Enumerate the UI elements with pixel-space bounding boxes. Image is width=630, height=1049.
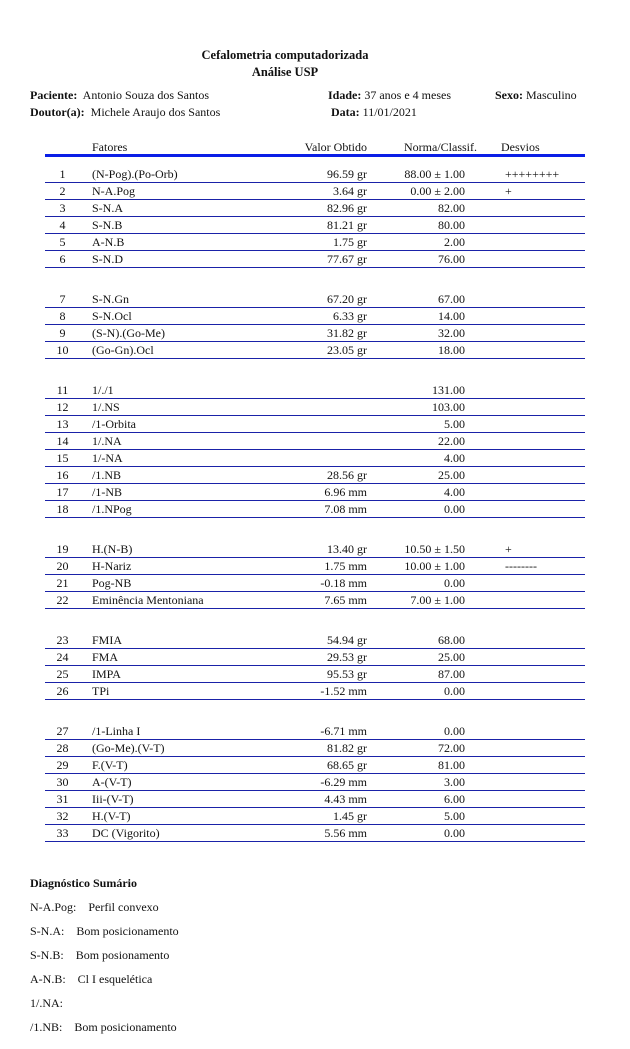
col-header-value: Valor Obtido [304, 140, 367, 154]
table-row [45, 467, 585, 484]
row-number: 1 [59, 167, 66, 181]
norm-value: 0.00 [444, 724, 465, 738]
norm-value: 0.00 [444, 576, 465, 590]
row-number: 20 [56, 559, 69, 573]
row-number: 10 [56, 343, 69, 357]
row-number: 7 [59, 292, 66, 306]
table-row [45, 217, 585, 234]
measured-value: 81.82 gr [327, 741, 367, 755]
table-row [45, 501, 585, 518]
measured-value: 7.08 mm [324, 502, 367, 516]
table-row [45, 723, 585, 740]
norm-value: 18.00 [438, 343, 465, 357]
norm-value: 103.00 [432, 400, 465, 414]
factor-name: FMIA [92, 633, 123, 647]
measured-value: 81.21 gr [327, 218, 367, 232]
col-header-factor: Fatores [92, 140, 128, 154]
norm-value: 7.00 ± 1.00 [410, 593, 465, 607]
measured-value: -6.29 mm [320, 775, 367, 789]
table-row [45, 308, 585, 325]
norm-value: 81.00 [438, 758, 465, 772]
measured-value: 23.05 gr [327, 343, 367, 357]
row-number: 19 [56, 542, 69, 556]
factor-name: A-(V-T) [92, 775, 132, 789]
doctor-info: Doutor(a): Michele Araujo dos Santos [30, 105, 221, 119]
norm-value: 5.00 [444, 809, 465, 823]
row-number: 3 [59, 201, 66, 215]
norm-value: 6.00 [444, 792, 465, 806]
row-number: 26 [56, 684, 69, 698]
table-row [45, 666, 585, 683]
row-number: 29 [56, 758, 69, 772]
diagnosis-result: Bom posicionamento [74, 1020, 177, 1034]
factor-name: (Go-Me).(V-T) [92, 741, 165, 755]
factor-name: H.(N-B) [92, 542, 133, 556]
row-number: 16 [56, 468, 69, 482]
norm-value: 68.00 [438, 633, 465, 647]
norm-value: 72.00 [438, 741, 465, 755]
diagnosis-factor: A-N.B: [30, 972, 66, 986]
row-number: 31 [56, 792, 69, 806]
date-info: Data: 11/01/2021 [331, 105, 417, 119]
row-number: 23 [56, 633, 69, 647]
measured-value: 29.53 gr [327, 650, 367, 664]
factor-name: S-N.Ocl [92, 309, 132, 323]
measured-value: 5.56 mm [324, 826, 367, 840]
factor-name: H.(V-T) [92, 809, 131, 823]
measured-value: 6.96 mm [324, 485, 367, 499]
table-row [45, 484, 585, 501]
norm-value: 67.00 [438, 292, 465, 306]
row-number: 12 [56, 400, 69, 414]
factor-name: N-A.Pog [92, 184, 136, 198]
norm-value: 0.00 [444, 826, 465, 840]
factor-name: F.(V-T) [92, 758, 128, 772]
factor-name: Eminência Mentoniana [92, 593, 204, 607]
norm-value: 4.00 [444, 451, 465, 465]
diagnosis-result: Bom posicionamento [76, 924, 179, 938]
measured-value: 31.82 gr [327, 326, 367, 340]
table-row [45, 791, 585, 808]
factor-group [45, 382, 585, 518]
table-row [45, 683, 585, 700]
deviation-marks: + [505, 542, 512, 556]
table-row [45, 632, 585, 649]
diagnosis-item [30, 1020, 177, 1035]
table-row [45, 325, 585, 342]
table-row [45, 342, 585, 359]
table-row [45, 416, 585, 433]
row-number: 2 [59, 184, 66, 198]
row-number: 28 [56, 741, 69, 755]
measured-value: 7.65 mm [324, 593, 367, 607]
factor-name: 1/./1 [92, 383, 114, 397]
measured-value: 77.67 gr [327, 252, 367, 266]
norm-value: 32.00 [438, 326, 465, 340]
factor-name: S-N.B [92, 218, 123, 232]
diagnosis-item [30, 900, 159, 915]
table-row [45, 825, 585, 842]
measured-value: 67.20 gr [327, 292, 367, 306]
table-row [45, 166, 585, 183]
row-number: 6 [59, 252, 66, 266]
table-row [45, 251, 585, 268]
row-number: 14 [56, 434, 69, 448]
norm-value: 80.00 [438, 218, 465, 232]
measured-value: 1.75 mm [324, 559, 367, 573]
measured-value: 6.33 gr [333, 309, 367, 323]
deviation-marks: ++++++++ [505, 167, 560, 181]
factor-name: Pog-NB [92, 576, 132, 590]
row-number: 33 [56, 826, 69, 840]
factor-name: DC (Vigorito) [92, 826, 160, 840]
row-number: 22 [56, 593, 69, 607]
norm-value: 88.00 ± 1.00 [404, 167, 465, 181]
factor-name: /1.NPog [92, 502, 132, 516]
measured-value: 28.56 gr [327, 468, 367, 482]
table-row [45, 183, 585, 200]
norm-value: 76.00 [438, 252, 465, 266]
measured-value: 4.43 mm [324, 792, 367, 806]
diagnosis-item [30, 996, 75, 1011]
sex-info: Sexo: Masculino [495, 88, 577, 102]
factor-name: Iii-(V-T) [92, 792, 134, 806]
factor-name: /1-NB [92, 485, 122, 499]
factor-name: (Go-Gn).Ocl [92, 343, 154, 357]
age-info: Idade: 37 anos e 4 meses [328, 88, 451, 102]
norm-value: 22.00 [438, 434, 465, 448]
table-row [45, 592, 585, 609]
measured-value: 82.96 gr [327, 201, 367, 215]
table-row [45, 200, 585, 217]
norm-value: 25.00 [438, 650, 465, 664]
factor-group [45, 166, 585, 268]
factor-name: (S-N).(Go-Me) [92, 326, 165, 340]
diagnosis-result: Cl I esquelética [77, 972, 153, 986]
factor-group [45, 723, 585, 842]
factor-group [45, 632, 585, 700]
measured-value: 13.40 gr [327, 542, 367, 556]
table-row [45, 740, 585, 757]
factor-name: IMPA [92, 667, 121, 681]
measured-value: 1.45 gr [333, 809, 367, 823]
table-row [45, 774, 585, 791]
row-number: 18 [56, 502, 69, 516]
diagnosis-factor: S-N.A: [30, 924, 65, 938]
norm-value: 0.00 [444, 684, 465, 698]
measured-value: 68.65 gr [327, 758, 367, 772]
table-row [45, 382, 585, 399]
table-row [45, 399, 585, 416]
row-number: 24 [56, 650, 69, 664]
measured-value: -0.18 mm [320, 576, 367, 590]
measured-value: 95.53 gr [327, 667, 367, 681]
diagnosis-item [30, 948, 169, 963]
norm-value: 0.00 [444, 502, 465, 516]
row-number: 15 [56, 451, 69, 465]
diagnosis-factor: N-A.Pog: [30, 900, 77, 914]
deviation-marks: -------- [505, 559, 537, 573]
diagnosis-factor: /1.NB: [30, 1020, 63, 1034]
deviation-marks: + [505, 184, 512, 198]
row-number: 8 [59, 309, 66, 323]
measured-value: -6.71 mm [320, 724, 367, 738]
factor-name: 1/.NA [92, 434, 122, 448]
report-subtitle: Análise USP [251, 65, 319, 79]
norm-value: 10.50 ± 1.50 [404, 542, 465, 556]
table-row [45, 558, 585, 575]
table-row [45, 808, 585, 825]
table-row [45, 433, 585, 450]
factor-name: TPi [92, 684, 110, 698]
norm-value: 25.00 [438, 468, 465, 482]
table-row [45, 541, 585, 558]
norm-value: 2.00 [444, 235, 465, 249]
norm-value: 14.00 [438, 309, 465, 323]
factor-group [45, 291, 585, 359]
measured-value: 1.75 gr [333, 235, 367, 249]
col-header-deviation: Desvios [501, 140, 540, 154]
factor-name: A-N.B [92, 235, 125, 249]
factor-name: /1-Orbita [92, 417, 136, 431]
row-number: 32 [56, 809, 69, 823]
norm-value: 131.00 [432, 383, 465, 397]
row-number: 9 [59, 326, 66, 340]
norm-value: 82.00 [438, 201, 465, 215]
measured-value: 54.94 gr [327, 633, 367, 647]
factor-group [45, 541, 585, 609]
diagnosis-factor: 1/.NA: [30, 996, 63, 1010]
table-row [45, 575, 585, 592]
diagnosis-factor: S-N.B: [30, 948, 64, 962]
norm-value: 10.00 ± 1.00 [404, 559, 465, 573]
factor-name: 1/.NS [92, 400, 120, 414]
norm-value: 5.00 [444, 417, 465, 431]
factor-name: /1-Linha I [92, 724, 141, 738]
table-row [45, 291, 585, 308]
factor-name: FMA [92, 650, 119, 664]
table-row [45, 234, 585, 251]
table-row [45, 649, 585, 666]
factor-name: H-Nariz [92, 559, 132, 573]
table-row [45, 450, 585, 467]
norm-value: 0.00 ± 2.00 [410, 184, 465, 198]
table-row [45, 757, 585, 774]
factor-name: 1/-NA [92, 451, 123, 465]
row-number: 21 [56, 576, 69, 590]
diagnosis-title: Diagnóstico Sumário [30, 876, 138, 890]
measured-value: -1.52 mm [320, 684, 367, 698]
diagnosis-result: Bom posionamento [75, 948, 170, 962]
factor-name: (N-Pog).(Po-Orb) [92, 167, 178, 181]
norm-value: 3.00 [444, 775, 465, 789]
factor-name: /1.NB [92, 468, 122, 482]
diagnosis-item [30, 972, 152, 987]
row-number: 17 [56, 485, 69, 499]
report-title: Cefalometria computadorizada [201, 48, 369, 62]
diagnosis-result: Perfil convexo [88, 900, 159, 914]
measured-value: 96.59 gr [327, 167, 367, 181]
row-number: 11 [56, 383, 69, 397]
row-number: 25 [56, 667, 69, 681]
norm-value: 4.00 [444, 485, 465, 499]
measured-value: 3.64 gr [333, 184, 367, 198]
patient-info: Paciente: Antonio Souza dos Santos [30, 88, 209, 102]
header-divider [45, 154, 585, 157]
row-number: 4 [59, 218, 66, 232]
row-number: 13 [56, 417, 69, 431]
factors-table [45, 166, 585, 865]
norm-value: 87.00 [438, 667, 465, 681]
factor-name: S-N.Gn [92, 292, 130, 306]
diagnosis-item [30, 924, 179, 939]
factor-name: S-N.D [92, 252, 124, 266]
row-number: 5 [59, 235, 66, 249]
row-number: 27 [56, 724, 69, 738]
col-header-norm: Norma/Classif. [404, 140, 477, 154]
factor-name: S-N.A [92, 201, 124, 215]
row-number: 30 [56, 775, 69, 789]
